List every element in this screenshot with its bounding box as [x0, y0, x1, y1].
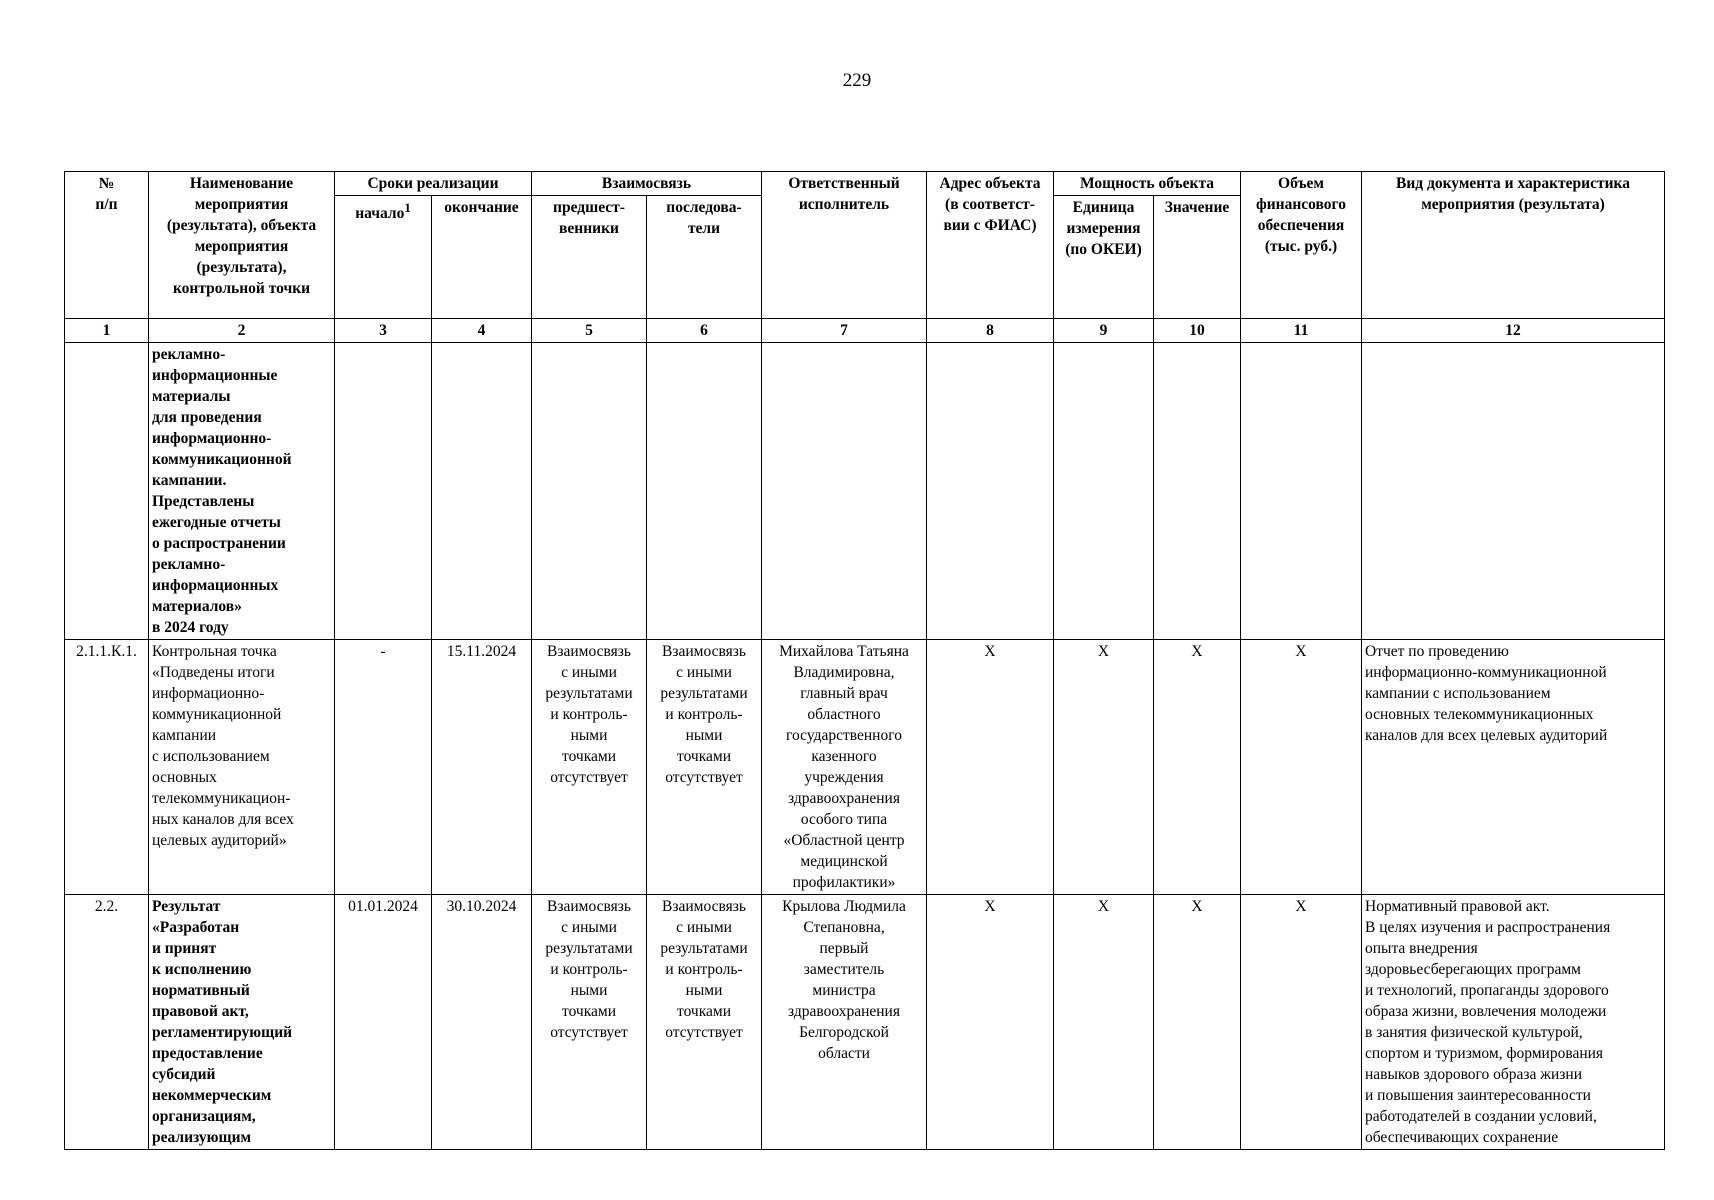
cell-number: 2.2. [65, 895, 149, 1150]
cell-value: Х [1154, 895, 1241, 1150]
cell-document: Нормативный правовой акт. В целях изучения и распространения опыта внедрения здоровьесберегающих программ и технологий, пропаганды здорового образа жизни, вовлечения молодежи в занятия физической культурой, спортом и туризмом, формирования навыков здорового образа жизни и повышения заинтересованности работодателей в создании условий, обеспечивающих сохранение [1362, 895, 1665, 1150]
header-timing-group: Сроки реализации [335, 172, 532, 196]
cell-end: 30.10.2024 [432, 895, 532, 1150]
column-number: 8 [927, 319, 1054, 343]
cell-end [432, 343, 532, 640]
header-predecessors: предшест- венники [532, 196, 647, 319]
column-number: 1 [65, 319, 149, 343]
cell-start [335, 343, 432, 640]
header-financing: Объем финансового обеспечения (тыс. руб.) [1241, 172, 1362, 319]
column-number: 5 [532, 319, 647, 343]
header-end: окончание [432, 196, 532, 319]
column-number: 9 [1054, 319, 1154, 343]
header-responsible: Ответственный исполнитель [762, 172, 927, 319]
header-unit: Единица измерения (по ОКЕИ) [1054, 196, 1154, 319]
cell-unit [1054, 343, 1154, 640]
cell-financing: Х [1241, 895, 1362, 1150]
cell-name: Контрольная точка «Подведены итоги информационно- коммуникационной кампании с использованием основных телекоммуникацион- ных каналов для всех целевых аудиторий» [149, 640, 335, 895]
column-number: 11 [1241, 319, 1362, 343]
cell-start: 01.01.2024 [335, 895, 432, 1150]
cell-number: 2.1.1.К.1. [65, 640, 149, 895]
cell-financing: Х [1241, 640, 1362, 895]
cell-responsible: Крылова Людмила Степановна, первый заместитель министра здравоохранения Белгородской области [762, 895, 927, 1150]
header-value: Значение [1154, 196, 1241, 319]
cell-address: Х [927, 640, 1054, 895]
header-start-footnote: 1 [404, 200, 411, 215]
cell-successors: Взаимосвязь с иными результатами и контроль- ными точками отсутствует [647, 895, 762, 1150]
cell-end: 15.11.2024 [432, 640, 532, 895]
page-number: 229 [842, 70, 872, 91]
column-number: 2 [149, 319, 335, 343]
header-capacity-group: Мощность объекта [1054, 172, 1241, 196]
cell-predecessors: Взаимосвязь с иными результатами и контроль- ными точками отсутствует [532, 640, 647, 895]
column-number: 10 [1154, 319, 1241, 343]
header-start [335, 196, 432, 319]
table-row [65, 895, 1665, 1150]
column-number: 6 [647, 319, 762, 343]
cell-start: - [335, 640, 432, 895]
cell-document: Отчет по проведению информационно-коммуникационной кампании с использованием основных телекоммуникационных каналов для всех целевых аудиторий [1362, 640, 1665, 895]
column-number: 4 [432, 319, 532, 343]
cell-address: Х [927, 895, 1054, 1150]
activity-table [64, 171, 1665, 1150]
cell-number [65, 343, 149, 640]
header-document: Вид документа и характеристика мероприятия (результата) [1362, 172, 1665, 319]
table-row [65, 343, 1665, 640]
cell-successors: Взаимосвязь с иными результатами и контроль- ными точками отсутствует [647, 640, 762, 895]
column-number: 12 [1362, 319, 1665, 343]
cell-predecessors [532, 343, 647, 640]
cell-predecessors: Взаимосвязь с иными результатами и контроль- ными точками отсутствует [532, 895, 647, 1150]
header-start-label: начало [355, 205, 405, 223]
cell-financing [1241, 343, 1362, 640]
header-links-group: Взаимосвязь [532, 172, 762, 196]
column-number: 7 [762, 319, 927, 343]
column-number: 3 [335, 319, 432, 343]
cell-address [927, 343, 1054, 640]
cell-unit: Х [1054, 895, 1154, 1150]
cell-responsible: Михайлова Татьяна Владимировна, главный врач областного государственного казенного учреждения здравоохранения особого типа «Областной центр медицинской профилактики» [762, 640, 927, 895]
cell-responsible [762, 343, 927, 640]
cell-successors [647, 343, 762, 640]
header-number: № п/п [65, 172, 149, 319]
header-successors: последова- тели [647, 196, 762, 319]
header-address: Адрес объекта (в соответст- вии с ФИАС) [927, 172, 1054, 319]
header-name: Наименование мероприятия (результата), объекта мероприятия (результата), контрольной точки [149, 172, 335, 319]
table-row [65, 640, 1665, 895]
cell-unit: Х [1054, 640, 1154, 895]
cell-name: рекламно- информационные материалы для проведения информационно- коммуникационной кампании. Представлены ежегодные отчеты о распространении рекламно- информационных материалов» в 2024 году [149, 343, 335, 640]
cell-value [1154, 343, 1241, 640]
cell-value: Х [1154, 640, 1241, 895]
cell-name: Результат «Разработан и принят к исполнению нормативный правовой акт, регламентирующий предоставление субсидий некоммерческим организациям, реализующим [149, 895, 335, 1150]
cell-document [1362, 343, 1665, 640]
